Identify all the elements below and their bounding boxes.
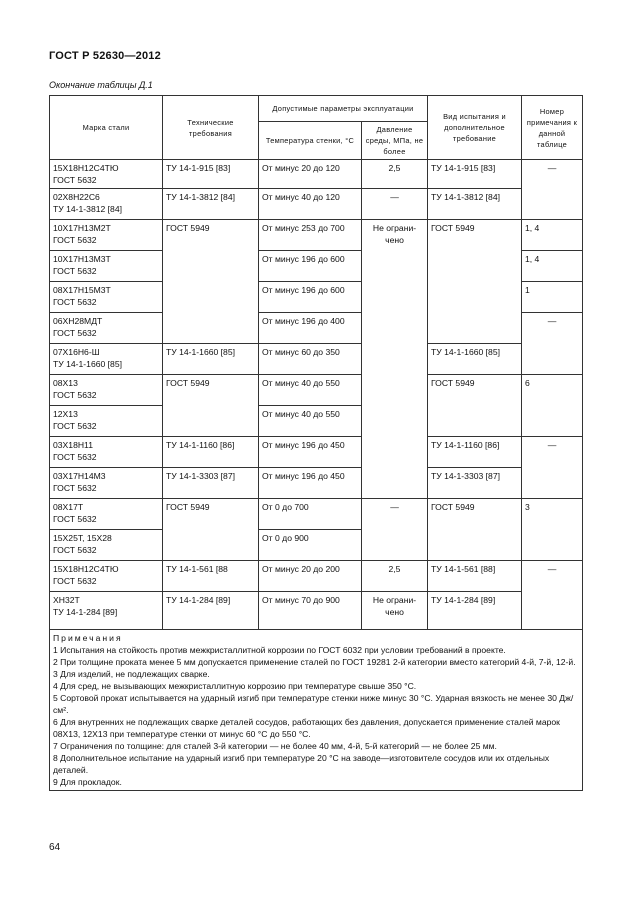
cell-grade: 02Х8Н22С6 ТУ 14-1-3812 [84] (50, 189, 163, 220)
note-item: 4 Для сред, не вызывающих межкристаллитную коррозию при температуре свыше 350 °С. (53, 681, 417, 691)
cell-temp: От минус 196 до 450 (259, 468, 362, 499)
page-number: 64 (49, 842, 61, 853)
cell-note: — (522, 160, 583, 220)
cell-test: ТУ 14-1-1660 [85] (428, 344, 522, 375)
cell-tech: ГОСТ 5949 (163, 499, 259, 561)
cell-grade: 08Х13 ГОСТ 5632 (50, 375, 163, 406)
cell-grade: 10Х17Н13М3Т ГОСТ 5632 (50, 251, 163, 282)
cell-press: — (362, 499, 428, 561)
notes-block (50, 630, 583, 791)
cell-grade: 15Х25Т, 15Х28 ГОСТ 5632 (50, 530, 163, 561)
cell-temp: От минус 40 до 550 (259, 375, 362, 406)
cell-temp: От минус 196 до 450 (259, 437, 362, 468)
cell-tech: ТУ 14-1-3303 [87] (163, 468, 259, 499)
cell-tech: ТУ 14-1-1160 [86] (163, 437, 259, 468)
col-note: Номер примечания к данной таблице (522, 96, 583, 160)
cell-note: 1 (522, 282, 583, 313)
cell-tech: ТУ 14-1-915 [83] (163, 160, 259, 189)
cell-grade: 07Х16Н6-Ш ТУ 14-1-1660 [85] (50, 344, 163, 375)
cell-test: ТУ 14-1-561 [88] (428, 561, 522, 592)
cell-grade: 12Х13 ГОСТ 5632 (50, 406, 163, 437)
cell-temp: От минус 70 до 900 (259, 592, 362, 630)
cell-test: ТУ 14-1-284 [89] (428, 592, 522, 630)
cell-press: — (362, 189, 428, 220)
cell-grade: 10Х17Н13М2Т ГОСТ 5632 (50, 220, 163, 251)
cell-grade: 06ХН28МДТ ГОСТ 5632 (50, 313, 163, 344)
cell-test: ТУ 14-1-3812 [84] (428, 189, 522, 220)
col-press: Давление среды, МПа, не более (362, 122, 428, 160)
notes-title: Примечания (53, 633, 123, 643)
note-item: 8 Дополнительное испытание на ударный изгиб при температуре 20 °С на заводе—изготовителе сосудов или их отдельных деталей. (53, 753, 550, 775)
cell-test: ГОСТ 5949 (428, 220, 522, 344)
cell-press: Не ограни- чено (362, 592, 428, 630)
cell-note: — (522, 437, 583, 499)
cell-temp: От минус 40 до 550 (259, 406, 362, 437)
cell-temp: От минус 60 до 350 (259, 344, 362, 375)
cell-note: 3 (522, 499, 583, 561)
cell-test: ТУ 14-1-1160 [86] (428, 437, 522, 468)
cell-temp: От минус 196 до 600 (259, 282, 362, 313)
cell-test: ГОСТ 5949 (428, 375, 522, 437)
cell-tech: ТУ 14-1-284 [89] (163, 592, 259, 630)
cell-note: — (522, 561, 583, 630)
cell-tech: ТУ 14-1-3812 [84] (163, 189, 259, 220)
col-test: Вид испытания и дополнительное требование (428, 96, 522, 160)
cell-temp: От минус 196 до 400 (259, 313, 362, 344)
note-item: 9 Для прокладок. (53, 777, 122, 787)
cell-note: 1, 4 (522, 251, 583, 282)
cell-press: Не ограни- чено (362, 220, 428, 499)
cell-test: ТУ 14-1-915 [83] (428, 160, 522, 189)
cell-press: 2,5 (362, 160, 428, 189)
note-item: 1 Испытания на стойкость против межкристаллитной коррозии по ГОСТ 6032 при условии требований в проекте. (53, 645, 506, 655)
col-params: Допустимые параметры эксплуатации (259, 96, 428, 122)
note-item: 2 При толщине проката менее 5 мм допускается применение сталей по ГОСТ 19281 2-й категории вместо категорий 4-й, 7-й, 12-й. (53, 657, 576, 667)
note-item: 3 Для изделий, не подлежащих сварке. (53, 669, 210, 679)
table-caption: Окончание таблицы Д.1 (49, 80, 153, 90)
cell-grade: ХН32Т ТУ 14-1-284 [89] (50, 592, 163, 630)
cell-temp: От 0 до 700 (259, 499, 362, 530)
cell-press: 2,5 (362, 561, 428, 592)
cell-grade: 08Х17Н15М3Т ГОСТ 5632 (50, 282, 163, 313)
cell-tech: ТУ 14-1-561 [88 (163, 561, 259, 592)
cell-tech: ГОСТ 5949 (163, 220, 259, 344)
cell-test: ГОСТ 5949 (428, 499, 522, 561)
cell-temp: От минус 196 до 600 (259, 251, 362, 282)
col-tech: Технические требования (163, 96, 259, 160)
cell-temp: От минус 40 до 120 (259, 189, 362, 220)
cell-tech: ТУ 14-1-1660 [85] (163, 344, 259, 375)
cell-temp: От 0 до 900 (259, 530, 362, 561)
cell-grade: 15Х18Н12С4ТЮ ГОСТ 5632 (50, 160, 163, 189)
cell-note: — (522, 313, 583, 375)
col-temp: Температура стенки, °С (259, 122, 362, 160)
cell-grade: 08Х17Т ГОСТ 5632 (50, 499, 163, 530)
cell-temp: От минус 20 до 120 (259, 160, 362, 189)
cell-tech: ГОСТ 5949 (163, 375, 259, 437)
cell-temp: От минус 253 до 700 (259, 220, 362, 251)
document-header: ГОСТ Р 52630—2012 (49, 50, 161, 62)
cell-grade: 03Х17Н14М3 ГОСТ 5632 (50, 468, 163, 499)
note-item: 7 Ограничения по толщине: для сталей 3-й категории — не более 40 мм, 4-й, 5-й категорий — не более 25 мм. (53, 741, 497, 751)
cell-test: ТУ 14-1-3303 [87] (428, 468, 522, 499)
col-grade: Марка стали (50, 96, 163, 160)
note-item: 5 Сортовой прокат испытывается на ударный изгиб при температуре стенки ниже минус 30 °С. Ударная вязкость не менее 30 Дж/см². (53, 693, 574, 715)
cell-note: 1, 4 (522, 220, 583, 251)
cell-grade: 15Х18Н12С4ТЮ ГОСТ 5632 (50, 561, 163, 592)
cell-note: 6 (522, 375, 583, 437)
steel-table (49, 95, 583, 791)
cell-grade: 03Х18Н11 ГОСТ 5632 (50, 437, 163, 468)
cell-temp: От минус 20 до 200 (259, 561, 362, 592)
note-item: 6 Для внутренних не подлежащих сварке деталей сосудов, работающих без давления, допускается применение сталей марок 08Х13, 12Х13 при температуре стенки от минус 60 °С до 550 °С. (53, 717, 560, 739)
